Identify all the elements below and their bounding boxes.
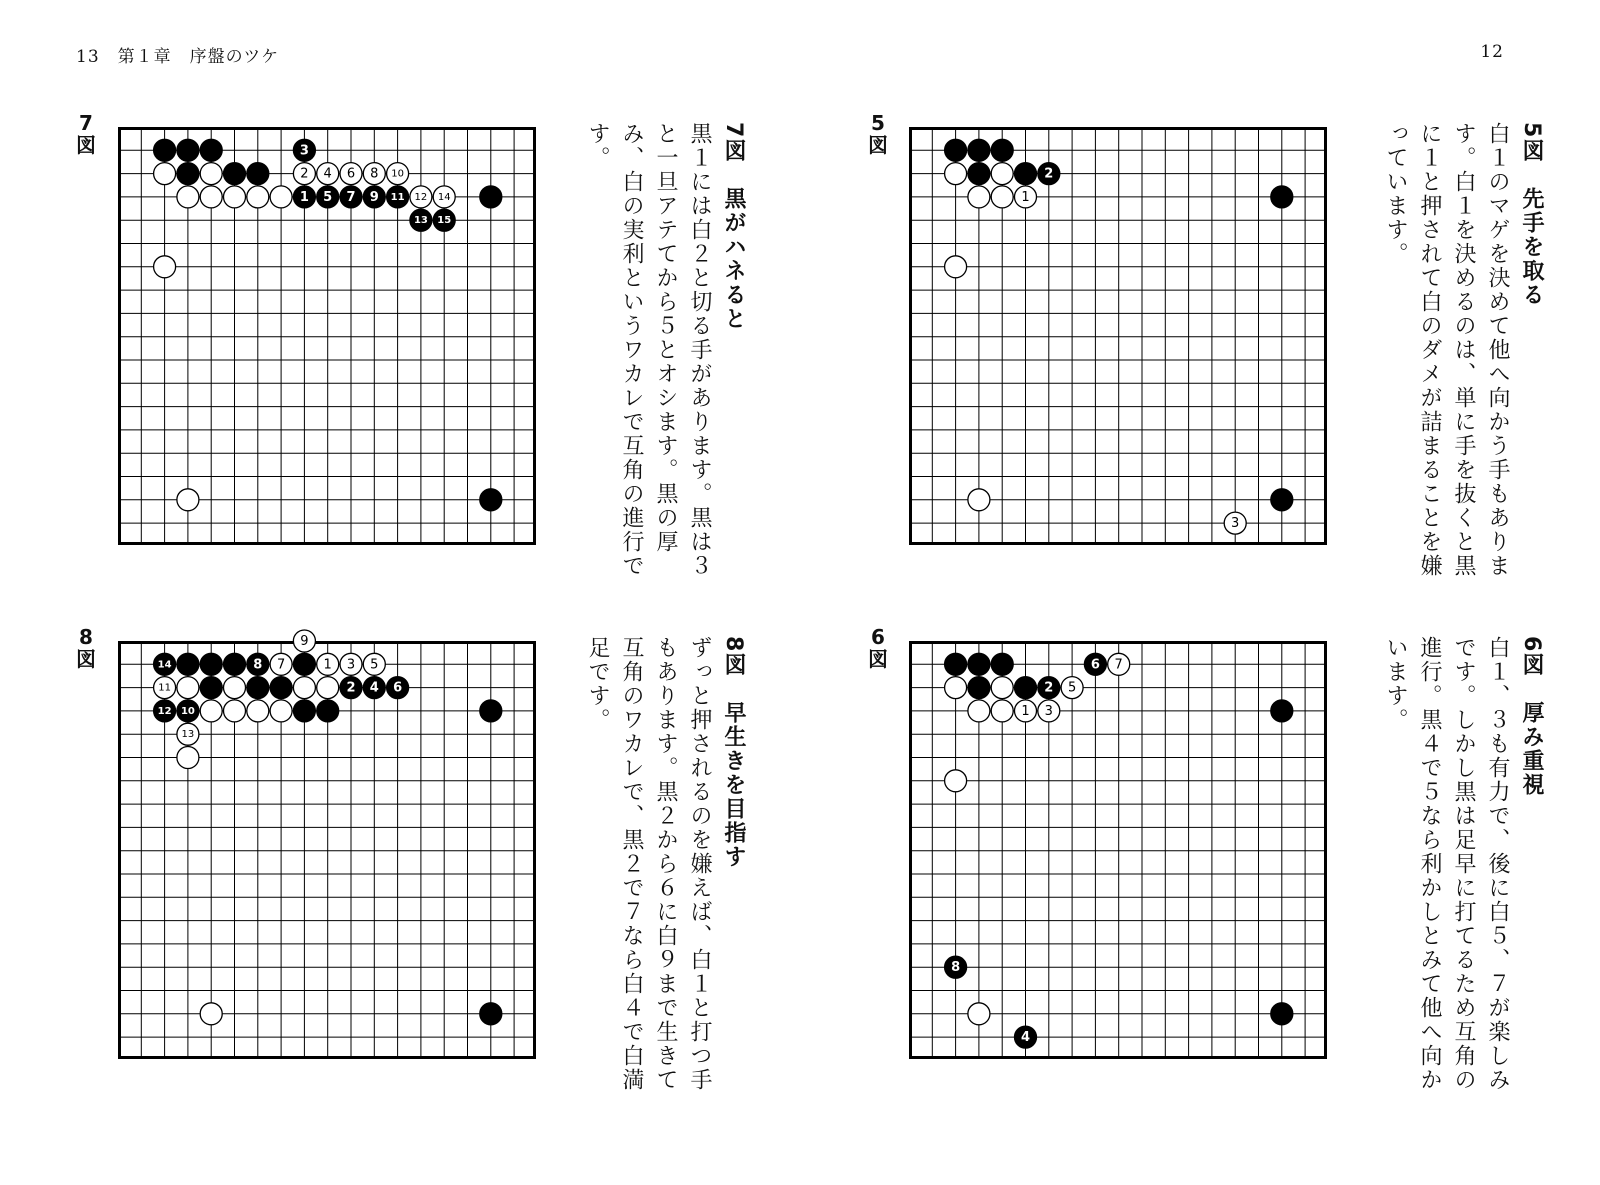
black-stone [293,653,315,675]
white-stone [270,186,292,208]
go-board [909,127,1327,545]
black-stone [154,653,176,675]
white-stone [154,677,176,699]
black-stone [177,139,199,161]
white-stone [1015,700,1037,722]
move-number: 11 [158,682,171,694]
white-stone [945,770,967,792]
black-stone [247,163,269,185]
black-stone [1038,677,1060,699]
white-stone [154,163,176,185]
white-stone [200,700,222,722]
white-stone [317,677,339,699]
move-number: 12 [157,705,172,717]
black-stone [340,186,362,208]
black-stone [945,653,967,675]
black-stone [177,700,199,722]
move-number: 1 [1021,703,1030,719]
white-stone [1224,512,1246,534]
move-number: 3 [299,143,309,159]
black-stone [1084,653,1106,675]
white-stone [270,653,292,675]
move-number: 9 [300,634,309,649]
black-stone [1015,163,1037,185]
diagram-body: 白１のマゲを決めて他へ向かう手もあります。白１を決めるのは、単に手を抜くと黒に１と押されて白のダメが詰まることを嫌っています。 [1383,122,1510,578]
black-stone [410,209,432,231]
diagram-title: 8図 早生きを目指す [721,636,746,870]
move-number: 10 [391,168,404,180]
white-stone [293,163,315,185]
move-number: 2 [1044,680,1054,696]
move-number: 3 [1231,516,1240,532]
move-number: 13 [413,215,428,227]
move-number: 10 [180,705,195,717]
diagram-title: 6図 厚み重視 [1519,636,1544,798]
white-stone [991,163,1013,185]
board-grid [118,127,536,545]
black-stone [293,139,315,161]
white-stone [1038,700,1060,722]
white-stone [317,653,339,675]
white-stone [247,186,269,208]
white-stone [433,186,455,208]
move-number: 5 [1067,680,1077,696]
black-stone [293,700,315,722]
white-stone [177,677,199,699]
move-number: 9 [369,189,379,205]
diagram-label: 6図 [868,625,888,671]
white-stone [224,186,246,208]
black-stone [1271,489,1293,511]
move-number: 7 [276,657,286,673]
move-number: 1 [299,189,309,205]
black-stone [968,677,990,699]
black-stone [247,653,269,675]
page-number: 12 [1480,42,1504,62]
white-stone [317,163,339,185]
white-stone [1015,186,1037,208]
white-stone [177,489,199,511]
black-stone [270,677,292,699]
move-number: 1 [323,657,332,673]
commentary [580,122,750,592]
black-stone [480,1003,502,1025]
black-stone [945,956,967,978]
white-stone [200,186,222,208]
white-stone [387,163,409,185]
move-number: 14 [157,659,172,671]
black-stone [991,139,1013,161]
move-number: 8 [951,960,961,976]
move-number: 1 [1021,189,1030,205]
black-stone [247,677,269,699]
move-number: 6 [346,166,356,182]
board-grid [909,127,1327,545]
move-number: 11 [390,191,405,203]
move-number: 4 [1020,1030,1031,1046]
move-number: 5 [323,189,333,205]
black-stone [968,139,990,161]
white-stone [177,186,199,208]
go-board [118,634,536,1059]
white-stone [945,163,967,185]
white-stone [363,653,385,675]
commentary [1378,122,1548,592]
move-number: 7 [1114,657,1123,673]
diagram-title: 7図 黒がハネると [721,122,746,332]
move-number: 2 [346,680,356,696]
black-stone [224,163,246,185]
black-stone [433,209,455,231]
diagram-body: 黒１には白２と切る手があります。黒は３と一旦アテてから５とオシます。黒の厚み、白の実利というワカレで互角の進行です。 [585,122,712,578]
move-number: 8 [370,166,379,182]
black-stone [1271,186,1293,208]
white-stone [945,677,967,699]
diagram-title: 5図 先手を取る [1519,122,1544,308]
white-stone [247,700,269,722]
black-stone [293,186,315,208]
black-stone [363,677,385,699]
black-stone [1015,1026,1037,1048]
white-stone [177,747,199,769]
diagram-body: ずっと押されるのを嫌えば、白１と打つ手もあります。黒２から６に白９まで生きて互角のワカレで、黒２で７なら白４で白満足です。 [585,636,712,1092]
white-stone [945,256,967,278]
black-stone [480,186,502,208]
black-stone [968,653,990,675]
black-stone [968,163,990,185]
black-stone [200,653,222,675]
white-stone [968,186,990,208]
white-stone [200,163,222,185]
black-stone [991,653,1013,675]
move-number: 14 [437,191,451,203]
move-number: 2 [300,166,309,182]
white-stone [1061,677,1083,699]
white-stone [200,1003,222,1025]
move-number: 15 [437,215,452,227]
black-stone [387,677,409,699]
black-stone [1271,1003,1293,1025]
black-stone [154,700,176,722]
diagram-label: 8図 [76,625,96,671]
move-number: 6 [393,680,403,696]
black-stone [177,163,199,185]
white-stone [410,186,432,208]
move-number: 3 [1044,703,1053,719]
black-stone [224,653,246,675]
black-stone [200,677,222,699]
black-stone [154,139,176,161]
black-stone [363,186,385,208]
move-number: 3 [346,657,356,673]
diagram-label: 5図 [868,111,888,157]
white-stone [224,700,246,722]
white-stone [340,163,362,185]
white-stone [991,700,1013,722]
black-stone [200,139,222,161]
diagram-body: 白１、３も有力で、後に白５、７が楽しみです。しかし黒は足早に打てるため互角の進行。黒４で５なら利かしとみて他へ向かいます。 [1383,636,1510,1092]
black-stone [340,677,362,699]
black-stone [387,186,409,208]
move-number: 7 [346,189,356,205]
white-stone [968,489,990,511]
white-stone [270,700,292,722]
move-number: 4 [323,166,332,182]
go-board [909,641,1327,1059]
white-stone [991,186,1013,208]
black-stone [177,653,199,675]
black-stone [945,139,967,161]
white-stone [293,677,315,699]
black-stone [1015,677,1037,699]
commentary [580,636,750,1106]
go-board [118,127,536,545]
board-grid [118,634,536,1059]
black-stone [480,700,502,722]
white-stone [224,677,246,699]
white-stone [1108,653,1130,675]
black-stone [480,489,502,511]
white-stone [293,630,315,652]
move-number: 4 [369,680,379,696]
move-number: 6 [1090,657,1100,673]
move-number: 5 [370,657,379,673]
commentary [1378,636,1548,1106]
white-stone [968,1003,990,1025]
diagram-label: 7図 [76,111,96,157]
white-stone [177,723,199,745]
black-stone [1038,163,1060,185]
black-stone [317,186,339,208]
move-number: 2 [1044,166,1054,182]
white-stone [968,700,990,722]
board-grid [909,641,1327,1059]
move-number: 12 [414,191,428,203]
black-stone [317,700,339,722]
white-stone [340,653,362,675]
white-stone [991,677,1013,699]
black-stone [1271,700,1293,722]
white-stone [363,163,385,185]
move-number: 8 [253,657,263,673]
page-header-left: 13 第１章 序盤のツケ [76,47,280,67]
white-stone [154,256,176,278]
move-number: 13 [181,729,195,741]
